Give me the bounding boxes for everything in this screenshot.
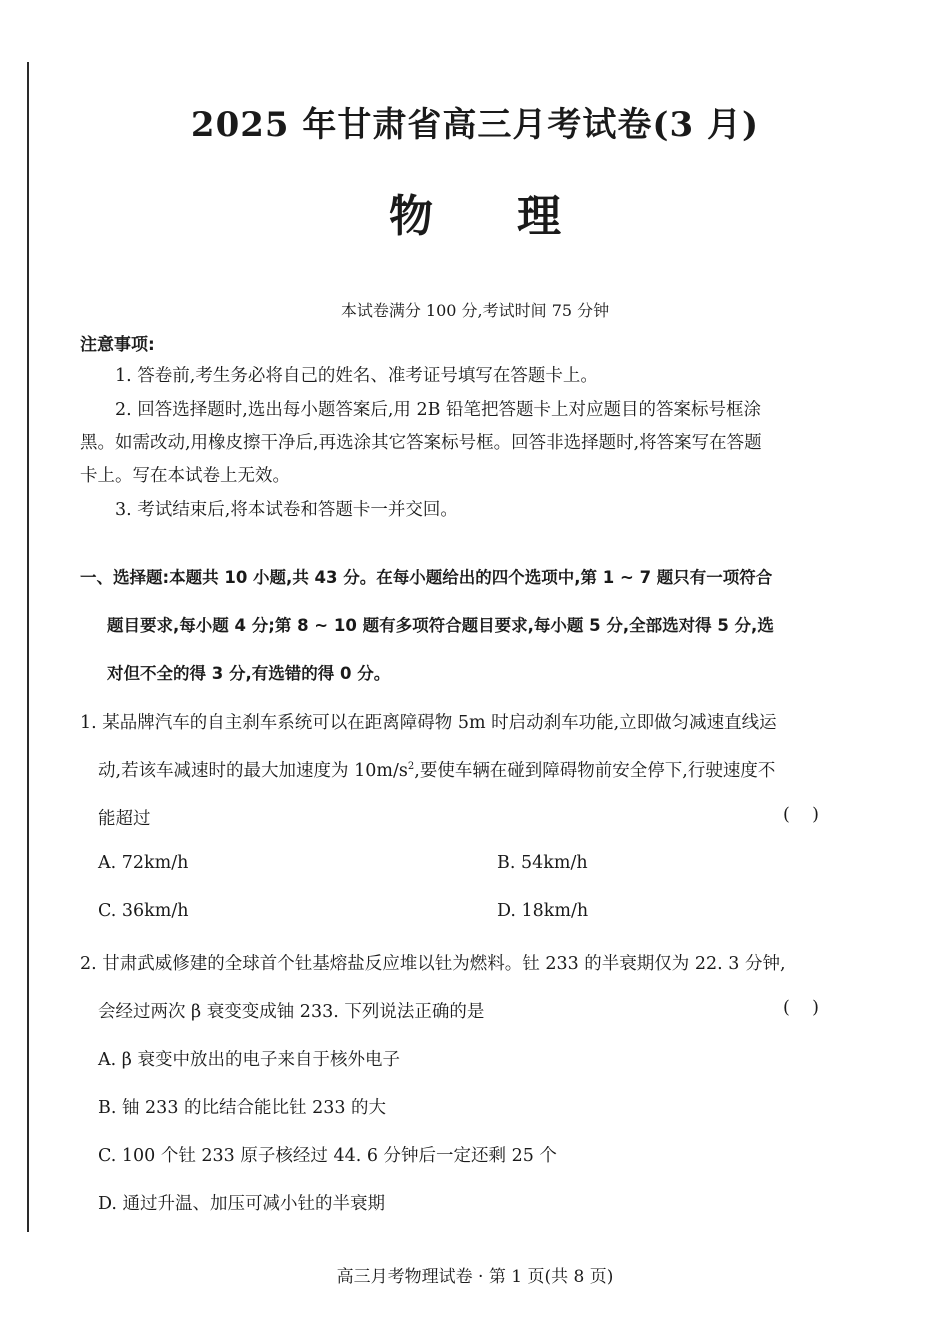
question-1-option-a: A. 72km/h <box>98 853 189 873</box>
question-1-line-3: 能超过 <box>98 809 151 829</box>
question-2-answer-bracket: ( ) <box>783 998 819 1018</box>
section-1-instructions-line-3: 对但不全的得 3 分,有选错的得 0 分。 <box>107 664 391 683</box>
question-1-option-b: B. 54km/h <box>497 853 588 873</box>
note-item-2-line-3: 卡上。写在本试卷上无效。 <box>80 466 290 486</box>
question-1-option-d: D. 18km/h <box>497 901 589 921</box>
question-1-line-2 <box>98 757 775 782</box>
subject-char-2: 理 <box>517 191 561 242</box>
question-2-option-b: B. 铀 233 的比结合能比钍 233 的大 <box>98 1098 387 1118</box>
section-1-instructions-line-2: 题目要求,每小题 4 分;第 8 ~ 10 题有多项符合题目要求,每小题 5 分,全部选对得 5 分,选 <box>107 616 774 635</box>
note-item-3: 3. 考试结束后,将本试卷和答题卡一并交回。 <box>115 500 458 520</box>
notes-heading: 注意事项: <box>80 335 155 355</box>
note-item-2-line-1: 2. 回答选择题时,选出每小题答案后,用 2B 铅笔把答题卡上对应题目的答案标号框涂 <box>115 400 762 420</box>
subject-title <box>0 180 950 244</box>
superscript-exponent: 2 <box>407 761 415 773</box>
question-1-line-2-text-cont: ,要使车辆在碰到障碍物前安全停下,行驶速度不 <box>414 761 776 781</box>
note-item-2-line-2: 黑。如需改动,用橡皮擦干净后,再选涂其它答案标号框。回答非选择题时,将答案写在答题 <box>80 433 762 453</box>
section-1-instructions-line-1: 一、选择题:本题共 10 小题,共 43 分。在每小题给出的四个选项中,第 1 ~ 7 题只有一项符合 <box>80 568 773 587</box>
question-1-option-c: C. 36km/h <box>98 901 189 921</box>
question-1-line-1: 1. 某品牌汽车的自主刹车系统可以在距离障碍物 5m 时启动刹车功能,立即做匀减速直线运 <box>80 713 777 733</box>
question-2-line-2: 会经过两次 β 衰变变成铀 233. 下列说法正确的是 <box>98 1002 485 1022</box>
question-1-line-2-text: 动,若该车减速时的最大加速度为 10m/s <box>98 761 408 781</box>
question-1-answer-bracket: ( ) <box>783 805 819 825</box>
subject-char-1: 物 <box>389 191 433 242</box>
exam-title: 2025 年甘肃省高三月考试卷(3 月) <box>190 105 760 145</box>
question-2-option-a: A. β 衰变中放出的电子来自于核外电子 <box>98 1050 400 1070</box>
question-2-option-c: C. 100 个钍 233 原子核经过 44. 6 分钟后一定还剩 25 个 <box>98 1146 557 1166</box>
exam-info: 本试卷满分 100 分,考试时间 75 分钟 <box>340 301 610 320</box>
note-item-1: 1. 答卷前,考生务必将自己的姓名、准考证号填写在答题卡上。 <box>115 366 598 386</box>
question-2-line-1: 2. 甘肃武威修建的全球首个钍基熔盐反应堆以钍为燃料。钍 233 的半衰期仅为 22. 3 分钟, <box>80 954 786 974</box>
page-footer: 高三月考物理试卷 · 第 1 页(共 8 页) <box>336 1267 614 1287</box>
question-2-option-d: D. 通过升温、加压可减小钍的半衰期 <box>98 1194 386 1214</box>
